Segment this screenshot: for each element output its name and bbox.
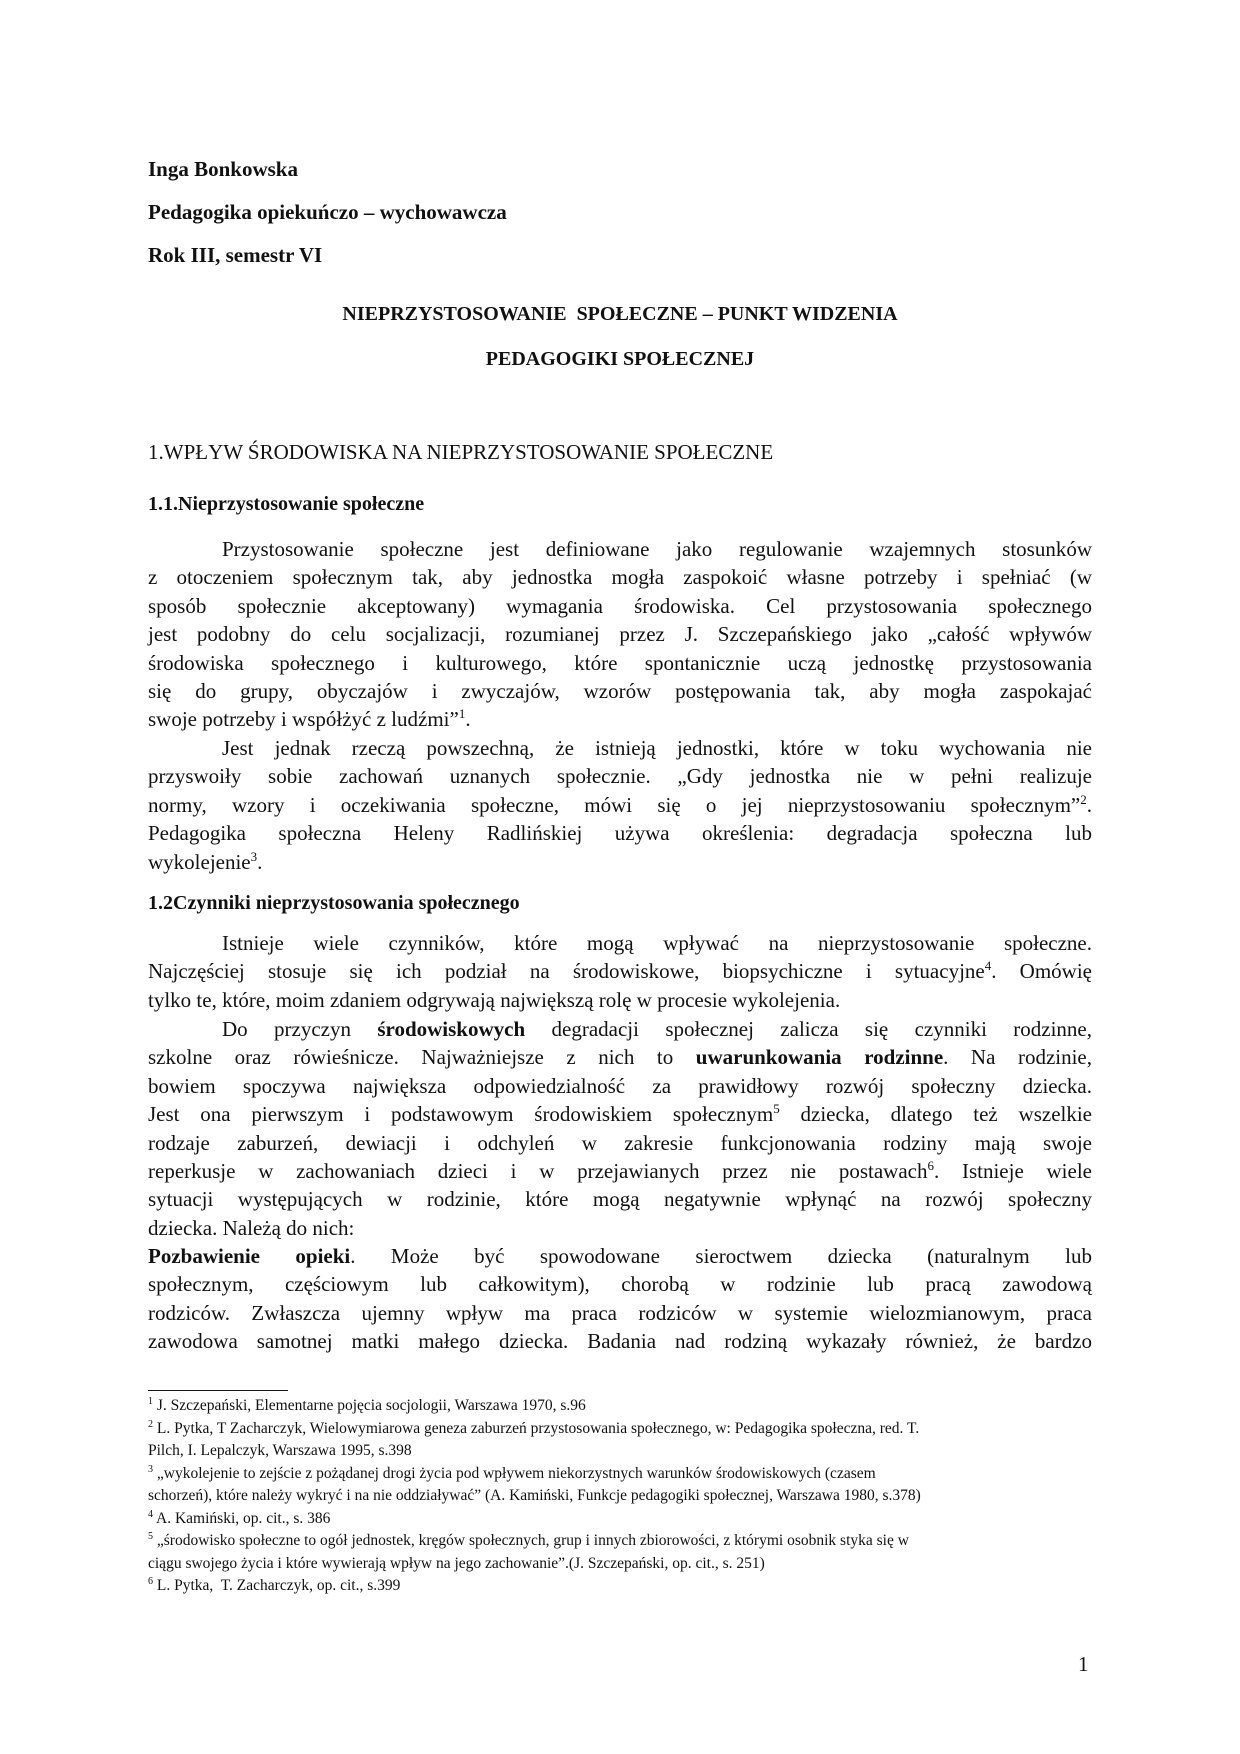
paragraph-1-2-c: Pozbawienie opieki. Może być spowodowane sieroctwem dziecka (naturalnym lub społecznym, częściowym lub całkowitym), chorobą w rodzinie lub pracą zawodową rodziców. Zwłaszcza ujemny wpływ ma praca rodziców w systemie wielozmianowym, praca zawodowa samotnej matki małego dziecka. Badania nad rodziną wykazały również, że bardzo bbox=[148, 1244, 1092, 1354]
footnote-3: $^3$ „wykolejenie to zejście z pożądanej drogi życia pod wpływem niekorzystnych warunków środowiskowych (czasem schorzeń), które należy wykryć i na nie oddziaływać” (A. Kamiński, Funkcje pedagogiki społecznej, Warszawa 1980, s.378) bbox=[148, 1463, 921, 1504]
footnote-1: $^1$ J. Szczepański, Elementarne pojęcia socjologii, Warszawa 1970, s.96 bbox=[148, 1395, 586, 1414]
paragraph-1-1-a: Przystosowanie społeczne jest definiowane jako regulowanie wzajemnych stosunków z otoczeniem społecznym tak, aby jednostka mogła zaspokoić własne potrzeby i spełniać (w sposób społecznie akceptowany) wymagania środowiska. Cel przystosowania społecznego jest podobny do celu socjalizacji, rozumianej przez J. Szczepańskiego jako „całość wpływów środowiska społecznego i kulturowego, które spontanicznie uczą jednostkę przystosowania się do grupy, obyczajów i zwyczajów, wzorów postępowania tak, aby mogła zaspokajać swoje potrzeby i współżyć z ludźmi”$^1$. bbox=[148, 537, 1092, 732]
footnote-ref-6[interactable]: 6 bbox=[927, 1158, 934, 1174]
footnote-ref-2[interactable]: 2 bbox=[1080, 791, 1087, 807]
paragraph-1-1-b: Jest jednak rzeczą powszechną, że istnieją jednostki, które w toku wychowania nie przyswoiły sobie zachowań uznanych społecznie. „Gdy jednostka nie w pełni realizuje normy, wzory i oczekiwania społeczne, mówi się o jej nieprzystosowaniu społecznym”$^2$. Pedagogika społeczna Heleny Radlińskiej używa określenia: degradacja społeczna lub wykolejenie$^3$. bbox=[148, 736, 1092, 874]
author-name: Inga Bonkowska bbox=[148, 157, 298, 181]
footnote-ref-5[interactable]: 5 bbox=[773, 1101, 780, 1117]
document-title-line-2: PEDAGOGIKI SPOŁECZNEJ bbox=[485, 348, 755, 370]
footnote-2: $^2$ L. Pytka, T Zacharczyk, Wielowymiarowa geneza zaburzeń przystosowania społecznego, w: Pedagogika społeczna, red. T. Pilch, I. Lepalczyk, Warszawa 1995, s.398 bbox=[148, 1418, 920, 1459]
footnote-ref-4[interactable]: 4 bbox=[984, 958, 992, 974]
section-1-2-heading: 1.2Czynniki nieprzystosowania społecznego bbox=[148, 892, 520, 914]
paragraph-1-2-b: Do przyczyn środowiskowych degradacji społecznej zalicza się czynniki rodzinne, szkolne oraz rówieśnicze. Najważniejsze z nich to uwarunkowania rodzinne. Na rodzinie, bowiem spoczywa największa odpowiedzialność za prawidłowy rozwój społeczny dziecka. Jest ona pierwszym i podstawowym środowiskiem społecznym$^5$ dziecka, dlatego też wszelkie rodzaje zaburzeń, dewiacji i odchyleń w zakresie funkcjonowania rodziny mają swoje reperkusje w zachowaniach dzieci i w przejawianych przez nie postawach$^6$. Istnieje wiele sytuacji występujących w rodzinie, które mogą negatywnie wpłynąć na rozwój społeczny dziecka. Należą do nich: bbox=[148, 1017, 1093, 1240]
page-number: 1 bbox=[1078, 1652, 1089, 1676]
section-1-heading: 1.WPŁYW ŚRODOWISKA NA NIEPRZYSTOSOWANIE SPOŁECZNE bbox=[148, 440, 774, 464]
emphasis-pozbawienie-opieki: Pozbawienie opieki bbox=[148, 1244, 351, 1268]
footnote-separator bbox=[148, 1390, 288, 1391]
section-1-1-heading: 1.1.Nieprzystosowanie społeczne bbox=[148, 493, 425, 515]
year-semester: Rok III, semestr VI bbox=[148, 243, 323, 267]
paragraph-1-2-a: Istnieje wiele czynników, które mogą wpływać na nieprzystosowanie społeczne. Najczęściej stosuje się ich podział na środowiskowe, biopsychiczne i sytuacyjne$^4$. Omówię tylko te, które, moim zdaniem odgrywają największą rolę w procesie wykolejenia. bbox=[148, 931, 1092, 1012]
footnotes bbox=[148, 1395, 1098, 1598]
field-of-study: Pedagogika opiekuńczo – wychowawcza bbox=[148, 200, 507, 224]
footnote-ref-1[interactable]: 1 bbox=[458, 706, 466, 722]
footnote-6: $^6$ L. Pytka, T. Zacharczyk, op. cit., s.399 bbox=[148, 1575, 401, 1594]
footnote-ref-3[interactable]: 3 bbox=[250, 848, 258, 864]
emphasis-uwarunkowania: uwarunkowania rodzinne bbox=[695, 1045, 944, 1070]
footnote-5: $^5$ „środowisko społeczne to ogół jednostek, kręgów społecznych, grup i innych zbiorowości, z którymi osobnik styka się w ciągu swojego życia i które wywierają wpływ na jego zachowanie”.(J. Szczepański, op. cit., s. 251) bbox=[148, 1530, 909, 1572]
document-title-line-1: NIEPRZYSTOSOWANIE SPOŁECZNE – PUNKT WIDZENIA bbox=[342, 303, 898, 325]
emphasis-srodowiskowych: środowiskowych bbox=[377, 1017, 526, 1041]
author-block bbox=[148, 148, 507, 277]
footnote-4: $^4$ A. Kamiński, op. cit., s. 386 bbox=[148, 1508, 331, 1527]
